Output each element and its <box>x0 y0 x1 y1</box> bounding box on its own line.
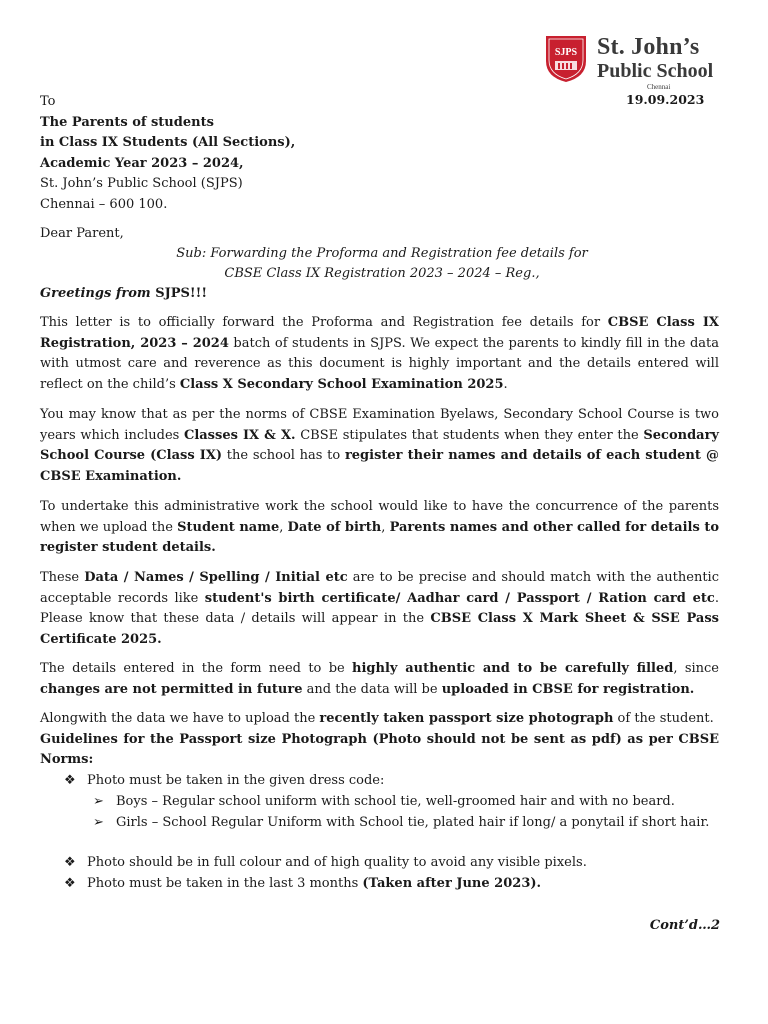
paragraph-4 <box>40 568 719 650</box>
bold-text: changes are not permitted in future <box>40 681 303 697</box>
bold-text: Class X Secondary School Examination 2025 <box>179 376 504 392</box>
text: the school has to <box>222 448 345 463</box>
bold-text: Data / Names / Spelling / Initial etc <box>84 570 348 585</box>
list-item-text: Photo must be taken in the given dress code: <box>87 773 385 788</box>
arrow-bullet-icon: ➢ <box>93 815 104 830</box>
text: , since <box>673 661 719 676</box>
bold-text: Classes IX & X. <box>183 427 296 443</box>
bold-text: (Taken after June 2023). <box>362 876 542 891</box>
address-line: St. John’s Public School (SJPS) <box>40 176 243 191</box>
text: , <box>279 519 288 535</box>
text: of the student. <box>613 711 714 726</box>
list-item-text <box>87 874 541 895</box>
school-crest-icon <box>543 33 589 83</box>
diamond-bullet-icon: ❖ <box>64 876 76 891</box>
address-line: in Class IX Students (All Sections), <box>40 135 296 150</box>
logo-school-name: St. John’s <box>597 34 700 60</box>
salutation: Dear Parent, <box>40 226 124 241</box>
text: CBSE stipulates that students when they enter the <box>295 427 644 443</box>
school-logo <box>543 33 723 93</box>
greeting-name: SJPS!!! <box>155 286 208 301</box>
bold-text: Parents names and other called for details to register student details. <box>40 519 720 555</box>
bold-text: Date of birth <box>287 519 382 535</box>
bold-text: CBSE Class X Mark Sheet & SSE Pass Certificate 2025. <box>40 611 719 647</box>
diamond-bullet-icon: ❖ <box>64 855 76 870</box>
paragraph-3 <box>40 497 719 559</box>
bold-text: Student name <box>177 519 280 535</box>
greeting <box>40 286 207 301</box>
greeting-script: Greetings from <box>40 286 151 301</box>
text: The details entered in the form need to be <box>40 661 353 676</box>
list-item-text: Boys – Regular school uniform with school tie, well-groomed hair and with no beard. <box>116 794 675 809</box>
address-line: Chennai – 600 100. <box>40 196 168 212</box>
letter-date: 19.09.2023 <box>626 92 705 107</box>
text: You may know that as per the norms of CBSE Examination Byelaws, Secondary School Course is two years which includes <box>40 407 719 443</box>
text: Photo must be taken in the last 3 months <box>87 876 363 891</box>
bold-text: Secondary School Course (Class IX) <box>40 427 719 463</box>
bold-text: register their names and details of each student @ CBSE Examination. <box>40 448 719 484</box>
address-line: Academic Year 2023 – 2024, <box>40 155 244 171</box>
text: . Please know that these data / details will appear in the <box>40 590 719 626</box>
paragraph-1 <box>40 313 719 395</box>
paragraph-5 <box>40 659 719 700</box>
crest-monogram: SJPS <box>554 47 578 58</box>
text: , <box>381 519 390 535</box>
logo-school-sub: Public School <box>597 60 714 82</box>
arrow-bullet-icon: ➢ <box>93 794 104 809</box>
text: and the data will be <box>302 681 442 697</box>
text: This letter is to officially forward the Proforma and Registration fee details for <box>40 315 608 330</box>
diamond-bullet-icon: ❖ <box>64 773 76 788</box>
text: Alongwith the data we have to upload the <box>40 711 320 726</box>
recipient-address <box>40 92 295 215</box>
bold-text: uploaded in CBSE for registration. <box>441 681 695 697</box>
subject-line-1: Sub: Forwarding the Proforma and Registration fee details for <box>176 246 588 261</box>
text: To undertake this administrative work the school would like to have the concurrence of the parents when we upload the <box>40 499 719 535</box>
paragraph-6 <box>40 709 719 771</box>
bold-text: student's birth certificate/ Aadhar card / Passport / Ration card etc <box>204 590 715 606</box>
bold-text: CBSE Class IX Registration, 2023 – 2024 <box>40 315 719 351</box>
bold-text: highly authentic and to be carefully filled <box>352 661 674 676</box>
subject-line-2: CBSE Class IX Registration 2023 – 2024 – Reg., <box>224 266 540 281</box>
address-line: The Parents of students <box>40 114 214 130</box>
logo-city: Chennai <box>647 83 671 91</box>
text: These <box>40 570 85 585</box>
text: . <box>503 376 508 392</box>
text: are to be precise and should match with the authentic acceptable records like <box>40 570 719 606</box>
list-item-text: Girls – School Regular Uniform with School tie, plated hair if long/ a ponytail if short hair. <box>116 815 710 830</box>
address-to: To <box>40 94 56 109</box>
bold-text: recently taken passport size photograph <box>319 711 614 726</box>
bold-text: Guidelines for the Passport size Photograph (Photo should not be sent as pdf) as per CBSE Norms: <box>40 731 719 767</box>
continued-marker: Cont’d…2 <box>649 918 720 933</box>
paragraph-2 <box>40 405 719 487</box>
text: batch of students in SJPS. We expect the parents to kindly fill in the data with utmost care and reverence as this document is highly important and the details entered will reflect on the child’s <box>40 335 720 392</box>
list-item-text: Photo should be in full colour and of high quality to avoid any visible pixels. <box>87 855 587 870</box>
